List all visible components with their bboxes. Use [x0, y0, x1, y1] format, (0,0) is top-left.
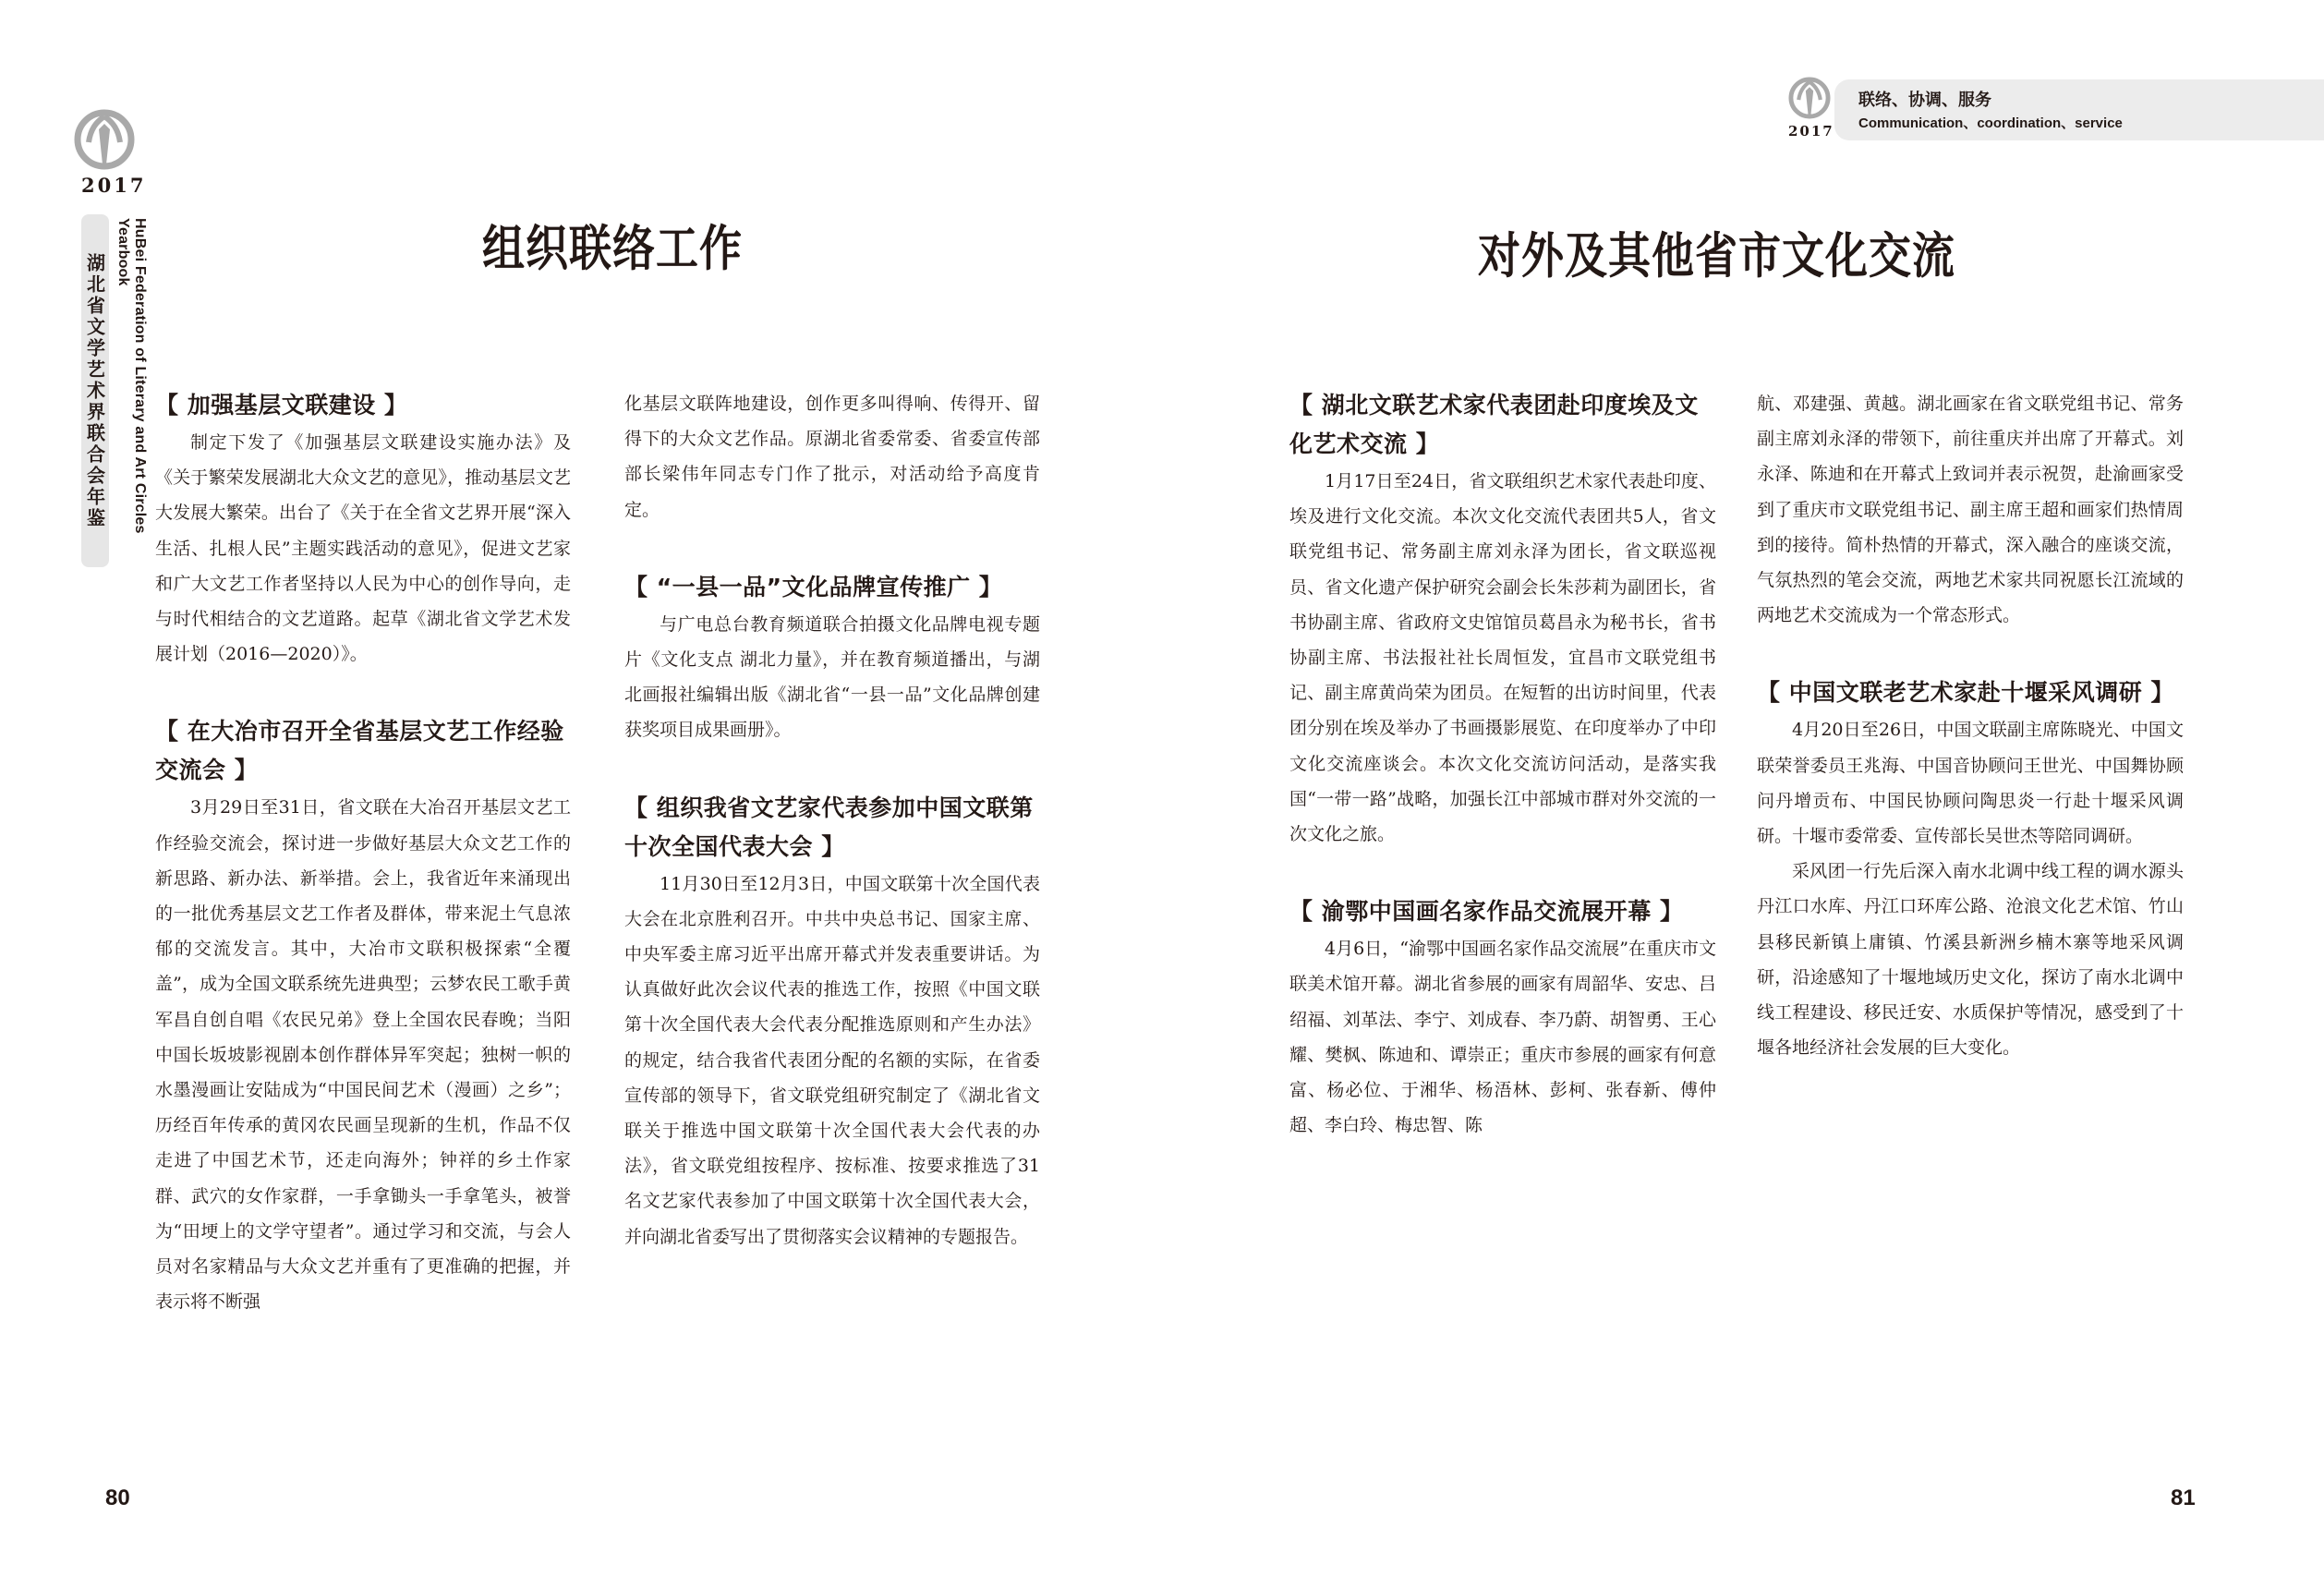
section-heading: 【 湖北文联艺术家代表团赴印度埃及文化艺术交流 】: [1289, 392, 1699, 457]
paragraph-continuation: 化基层文联阵地建设，创作更多叫得响、传得开、留得下的大众文艺作品。原湖北省委常委、省委宣传部部长梁伟年同志专门作了批示，对活动给予高度肯定。: [624, 394, 1040, 520]
paragraph: 11月30日至12月3日，中国文联第十次全国代表大会在北京胜利召开。中共中央总书记、国家主席、中央军委主席习近平出席开幕式并发表重要讲话。为认真做好此次会议代表的推选工作，按照《中国文联第十次全国代表大会代表分配推选原则和产生办法》的规定，结合我省代表团分配的名额的实际，在省委宣传部的领导下，省文联党组研究制定了《湖北省文联关于推选中国文联第十次全国代表大会代表的办法》，省文联党组按程序、按标准、按要求推选了31名文艺家代表参加了中国文联第十次全国代表大会，并向湖北省委写出了贯彻落实会议精神的专题报告。: [624, 873, 1040, 1247]
column-2: [624, 386, 1040, 1255]
chapter-title: 对外及其他省市文化交流: [1478, 226, 1955, 285]
section-heading: 【 渝鄂中国画名家作品交流展开幕 】: [1289, 898, 1684, 926]
yearbook-logo-icon: [1785, 76, 1834, 120]
banner-title-en: Communication、coordination、service: [1858, 115, 2123, 131]
paragraph: 采风团一行先后深入南水北调中线工程的调水源头丹江口水库、丹江口环库公路、沧浪文化艺术馆、竹山县移民新镇上庸镇、竹溪县新洲乡楠木寨等地采风调研，沿途感知了十堰地域历史文化，探访了南水北调中线工程建设、移民迁安、水质保护等情况，感受到了十堰各地经济社会发展的巨大变化。: [1757, 861, 2184, 1059]
logo-year: 2017: [81, 174, 147, 197]
logo-year: 2017: [1788, 123, 1834, 139]
paragraph: 3月29日至31日，省文联在大冶召开基层文艺工作经验交流会，探讨进一步做好基层大众文艺工作的新思路、新办法、新举措。会上，我省近年来涌现出的一批优秀基层文艺工作者及群体，带来泥土气息浓郁的交流发言。其中，大冶市文联积极探索“全覆盖”，成为全国文联系统先进典型；云梦农民工歌手黄军昌自创自唱《农民兄弟》登上全国农民春晚；当阳中国长坂坡影视剧本创作群体异军突起；独树一帜的水墨漫画让安陆成为“中国民间艺术（漫画）之乡”；历经百年传承的黄冈农民画呈现新的生机，作品不仅走进了中国艺术节，还走向海外；钟祥的乡土作家群、武穴的女作家群，一手拿锄头一手拿笔头，被誉为“田埂上的文学守望者”。通过学习和交流，与会人员对名家精品与大众文艺并重有了更准确的把握，并表示将不断强: [155, 797, 571, 1313]
paragraph: 与广电总台教育频道联合拍摄文化品牌电视专题片《文化支点 湖北力量》，并在教育频道播出，与湖北画报社编辑出版《湖北省“一县一品”文化品牌创建获奖项目成果画册》。: [624, 613, 1040, 741]
paragraph: 4月20日至26日，中国文联副主席陈晓光、中国文联荣誉委员王兆海、中国音协顾问王世光、中国舞协顾问丹增贡布、中国民协顾问陶思炎一行赴十堰采风调研。十堰市委常委、宣传部长吴世杰等陪同调研。: [1757, 720, 2184, 847]
paragraph: 制定下发了《加强基层文联建设实施办法》及《关于繁荣发展湖北大众文艺的意见》，推动基层文艺大发展大繁荣。出台了《关于在全省文艺界开展“深入生活、扎根人民”主题实践活动的意见》，促进文艺家和广大文艺工作者坚持以人民为中心的创作导向，走与时代相结合的文艺道路。起草《湖北省文学艺术发展计划（2016—2020）》。: [155, 432, 571, 665]
page-number: 80: [105, 1485, 130, 1510]
section-heading: 【 中国文联老艺术家赴十堰采风调研 】: [1757, 679, 2174, 707]
yearbook-logo-icon: [68, 109, 140, 170]
spine-title-cn: 湖北省文学艺术界联合会年鉴: [81, 214, 109, 567]
paragraph-continuation: 航、邓建强、黄越。湖北画家在省文联党组书记、常务副主席刘永泽的带领下，前往重庆并出席了开幕式。刘永泽、陈迪和在开幕式上致词并表示祝贺，赴渝画家受到了重庆市文联党组书记、副主席王超和画家们热情周到的接待。简朴热情的开幕式，深入融合的座谈交流，气氛热烈的笔会交流，两地艺术家共同祝愿长江流域的两地艺术交流成为一个常态形式。: [1757, 394, 2184, 626]
chapter-title: 组织联络工作: [482, 219, 743, 277]
right-page: [1162, 0, 2324, 1588]
column-3: [1289, 386, 1716, 1143]
column-4: [1757, 386, 2184, 1065]
spine-title-en: HuBei Federation of Literary and Art Circles Yearbook: [115, 218, 148, 534]
page-number: 81: [2171, 1485, 2196, 1510]
section-heading: 【 在大冶市召开全省基层文艺工作经验交流会 】: [155, 718, 564, 784]
section-heading: 【 组织我省文艺家代表参加中国文联第十次全国代表大会 】: [624, 794, 1034, 860]
column-1: [155, 386, 571, 1319]
paragraph: 1月17日至24日，省文联组织艺术家代表赴印度、埃及进行文化交流。本次文化交流代表团共5人，省文联党组书记、常务副主席刘永泽为团长，省文联巡视员、省文化遗产保护研究会副会长朱莎莉为副团长，省书协副主席、省政府文史馆馆员葛昌永为秘书长，省书协副主席、书法报社社长周恒发，宜昌市文联党组书记、副主席黄尚荣为团员。在短暂的出访时间里，代表团分别在埃及举办了书画摄影展览、在印度举办了中印文化交流座谈会。本次文化交流访问活动，是落实我国“一带一路”战略，加强长江中部城市群对外交流的一次文化之旅。: [1289, 471, 1716, 845]
section-banner: [1834, 79, 2324, 140]
banner-title-cn: 联络、协调、服务: [1858, 91, 1991, 110]
section-heading: 【 加强基层文联建设 】: [155, 392, 408, 418]
section-heading: 【 “一县一品”文化品牌宣传推广 】: [624, 573, 1003, 600]
paragraph: 4月6日，“渝鄂中国画名家作品交流展”在重庆市文联美术馆开幕。湖北省参展的画家有周韶华、安忠、吕绍福、刘革法、李宁、刘成春、李乃蔚、胡智勇、王心耀、樊枫、陈迪和、谭崇正；重庆市参展的画家有何意富、杨必位、于湘华、杨浯林、彭柯、张春新、傅仲超、李白玲、梅忠智、陈: [1289, 939, 1716, 1136]
